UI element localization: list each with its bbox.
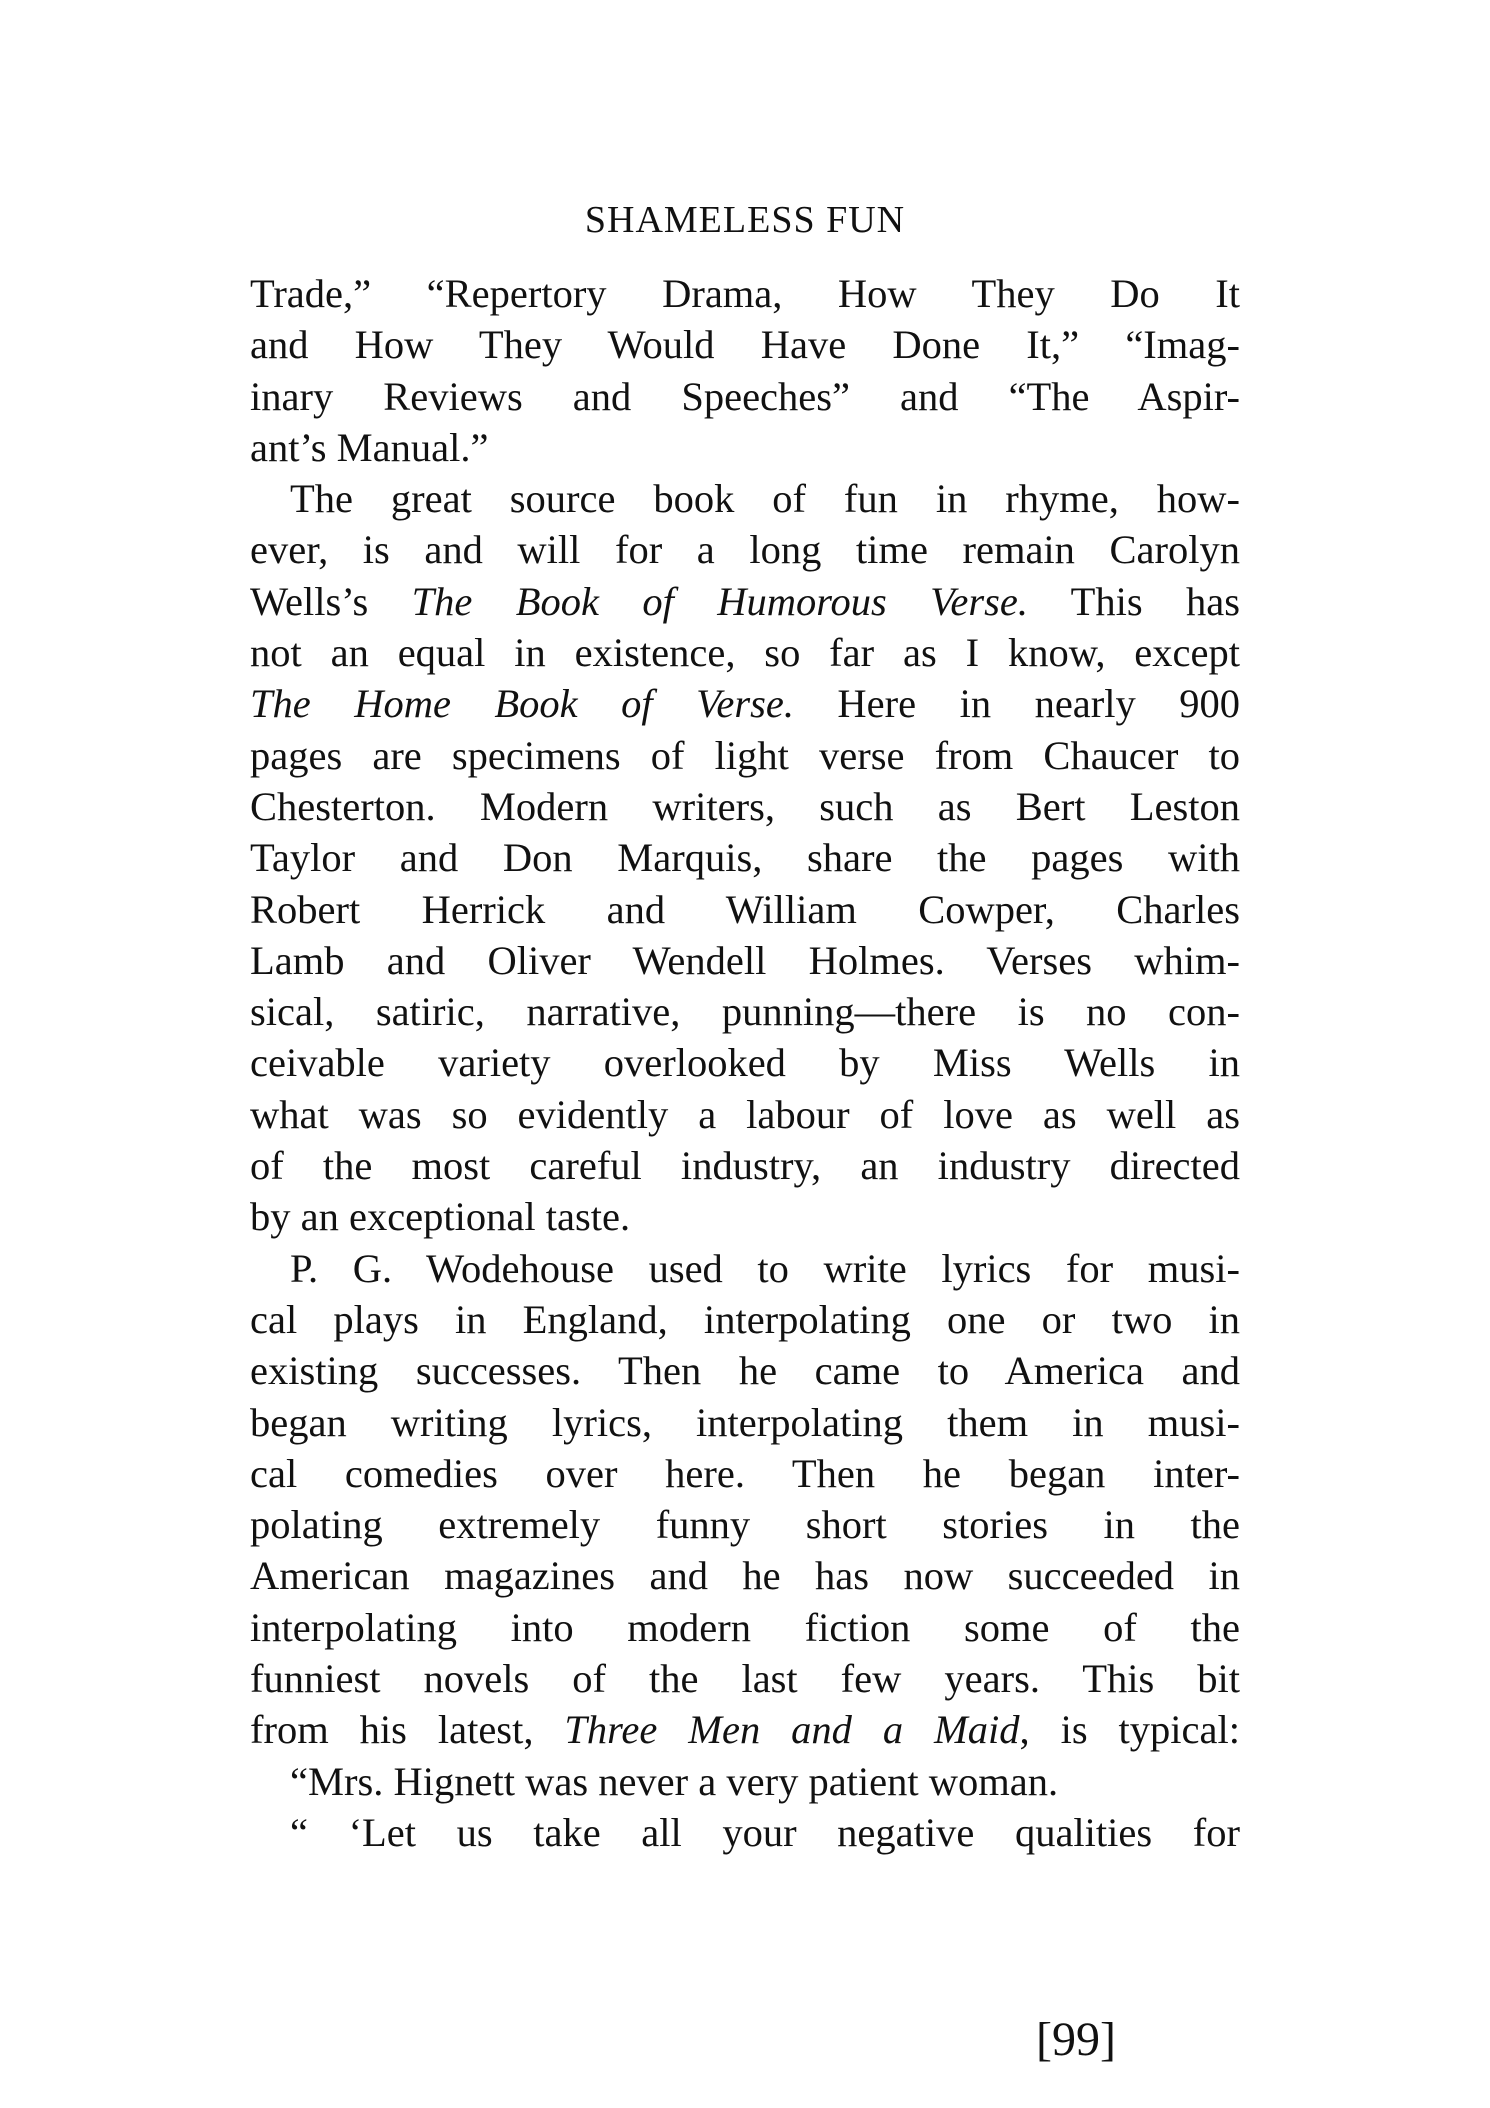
text-run: Wells’s xyxy=(250,578,412,624)
text-line xyxy=(250,422,1240,473)
text-line xyxy=(250,1448,1240,1499)
text-line xyxy=(250,524,1240,575)
text-line xyxy=(250,627,1240,678)
text-run: ever, is and will for a long time remain Carolyn xyxy=(250,527,1240,573)
text-run: funniest novels of the last few years. This bit xyxy=(250,1656,1240,1702)
text-line xyxy=(250,1807,1240,1858)
text-line xyxy=(250,319,1240,370)
text-run: existing successes. Then he came to America and xyxy=(250,1348,1240,1394)
text-run: began writing lyrics, interpolating them in musi- xyxy=(250,1399,1240,1445)
text-run: what was so evidently a labour of love as well as xyxy=(250,1091,1240,1137)
book-title: The Book of Humorous Verse. xyxy=(411,578,1028,624)
text-run: This has xyxy=(1027,578,1240,624)
text-line xyxy=(250,1191,1240,1242)
text-run: sical, satiric, narrative, punning—there is no con- xyxy=(250,989,1240,1035)
text-line xyxy=(250,1602,1240,1653)
text-line xyxy=(250,678,1240,729)
text-line xyxy=(250,1345,1240,1396)
text-line xyxy=(250,1704,1240,1755)
text-run: “ ‘Let us take all your negative qualities for xyxy=(290,1809,1240,1855)
text-run: from his latest, xyxy=(250,1707,565,1753)
text-line xyxy=(250,473,1240,524)
text-line xyxy=(250,268,1240,319)
running-head: SHAMELESS FUN xyxy=(584,199,906,241)
text-line xyxy=(250,576,1240,627)
book-title: Three Men and a Maid xyxy=(564,1707,1020,1753)
book-title: The Home Book of Verse. xyxy=(250,681,794,727)
text-run: ceivable variety overlooked by Miss Wells in xyxy=(250,1040,1240,1086)
body-text xyxy=(250,268,1240,1858)
text-line xyxy=(250,781,1240,832)
text-line xyxy=(250,1550,1240,1601)
text-run: polating extremely funny short stories in the xyxy=(250,1502,1240,1548)
text-line xyxy=(250,1499,1240,1550)
text-line xyxy=(250,1294,1240,1345)
text-line xyxy=(250,1089,1240,1140)
text-line xyxy=(250,1037,1240,1088)
text-run: Chesterton. Modern writers, such as Bert Leston xyxy=(250,783,1240,829)
text-run: Lamb and Oliver Wendell Holmes. Verses whim- xyxy=(250,937,1240,983)
text-run: by an exceptional taste. xyxy=(250,1194,631,1240)
text-run: interpolating into modern fiction some of the xyxy=(250,1604,1240,1650)
text-line xyxy=(250,1653,1240,1704)
text-run: American magazines and he has now succeeded in xyxy=(250,1553,1240,1599)
text-run: P. G. Wodehouse used to write lyrics for musi- xyxy=(290,1245,1240,1291)
text-line xyxy=(250,1243,1240,1294)
text-line xyxy=(250,730,1240,781)
page-number: [99] xyxy=(1036,2013,1116,2066)
text-line xyxy=(250,935,1240,986)
text-run: inary Reviews and Speeches” and “The Aspir- xyxy=(250,373,1240,419)
text-line xyxy=(250,1397,1240,1448)
text-run: not an equal in existence, so far as I know, except xyxy=(250,630,1240,676)
text-line xyxy=(250,371,1240,422)
text-run: “Mrs. Hignett was never a very patient woman. xyxy=(290,1758,1059,1804)
text-run: of the most careful industry, an industry directed xyxy=(250,1143,1240,1189)
text-run: Here in nearly 900 xyxy=(793,681,1240,727)
text-run: Trade,” “Repertory Drama, How They Do It xyxy=(250,271,1240,316)
text-run: , is typical: xyxy=(1019,1707,1240,1753)
text-line xyxy=(250,1756,1240,1807)
text-run: Robert Herrick and William Cowper, Charles xyxy=(250,886,1240,932)
text-line xyxy=(250,884,1240,935)
text-line xyxy=(250,832,1240,883)
text-line xyxy=(250,1140,1240,1191)
text-run: cal plays in England, interpolating one or two in xyxy=(250,1296,1240,1342)
text-run: ant’s Manual.” xyxy=(250,424,489,470)
text-run: pages are specimens of light verse from Chaucer to xyxy=(250,732,1240,778)
text-run: and How They Would Have Done It,” “Imag- xyxy=(250,322,1240,368)
text-line xyxy=(250,986,1240,1037)
text-run: Taylor and Don Marquis, share the pages with xyxy=(250,835,1240,881)
text-run: The great source book of fun in rhyme, how- xyxy=(290,476,1240,522)
text-run: cal comedies over here. Then he began inter- xyxy=(250,1450,1240,1496)
